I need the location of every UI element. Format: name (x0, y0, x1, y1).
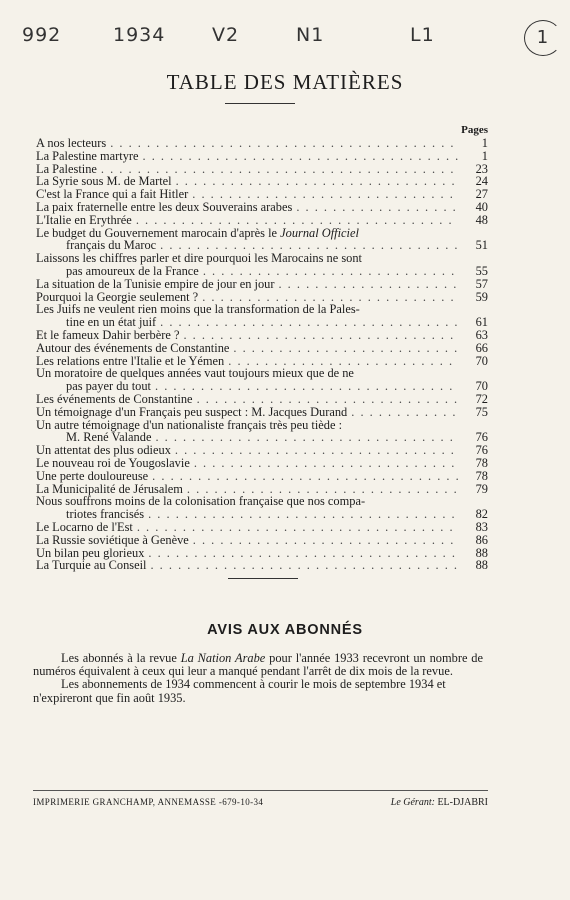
title-divider (225, 103, 295, 104)
toc-entry-italic-title: Journal Officiel (280, 225, 359, 240)
toc-entry-continuation: pas amoureux de la France (66, 263, 199, 278)
toc-entry (36, 137, 488, 150)
toc-entry-title: La Palestine (36, 161, 97, 176)
toc-leader-dots (197, 393, 458, 406)
toc-page-number: 66 (475, 340, 488, 355)
toc-leader-dots (351, 406, 458, 419)
toc-entry-title: L'Italie en Erythrée (36, 212, 132, 227)
toc-page-number: 63 (475, 327, 488, 342)
toc-page-number: 70 (475, 353, 488, 368)
toc-entry-continuation: pas payer du tout (66, 379, 151, 394)
toc-page-number: 78 (475, 468, 488, 483)
handwritten-volume: V2 (212, 24, 240, 46)
toc-entry (36, 201, 488, 214)
toc-entry (36, 150, 488, 163)
handwritten-year: 1934 (113, 24, 166, 46)
toc-entry (36, 457, 488, 470)
avis-paragraph: Les abonnés à la revue La Nation Arabe pour l'année 1933 recevront un nombre de numéros équivalent à ceux qui leur a manqué pendant l'arrêt de dix mois de la revue. (33, 651, 483, 679)
toc-entry-title: Les relations entre l'Italie et le Yémen (36, 353, 225, 368)
toc-entry-title: A nos lecteurs (36, 136, 107, 150)
toc-page-number: 23 (475, 161, 488, 176)
toc-entry-title: Les événements de Constantine (36, 391, 193, 406)
handwritten-mark: L1 (410, 24, 435, 46)
toc-entry (36, 406, 488, 419)
toc-leader-dots (233, 342, 458, 355)
toc-entry-continuation: triotes francisés (66, 507, 145, 522)
toc-leader-dots (203, 265, 458, 278)
toc-page-number: 86 (475, 532, 488, 547)
toc-entry-title: Pourquoi la Georgie seulement ? (36, 289, 199, 304)
toc-leader-dots (193, 534, 458, 547)
toc-entry-title: Nous souffrons moins de la colonisation française que nos compa- (36, 494, 366, 509)
toc-entry-title: Et le fameux Dahir berbère ? (36, 327, 180, 342)
toc-page-number: 27 (475, 187, 488, 202)
toc-page-number: 55 (475, 263, 488, 278)
toc-leader-dots (160, 316, 458, 329)
toc-leader-dots (278, 278, 458, 291)
avis-body (33, 652, 483, 705)
toc-page-number: 1 (481, 136, 488, 150)
toc-entry-continuation: M. René Valande (66, 430, 152, 445)
toc-entry-continuation: tine en un état juif (66, 315, 157, 330)
toc-page-number: 79 (475, 481, 488, 496)
toc-page-number: 88 (475, 545, 488, 560)
toc-entry (36, 278, 488, 291)
toc-entry-title: Une perte douloureuse (36, 468, 149, 483)
toc-page-number: 1 (481, 148, 488, 163)
toc-page-number: 76 (475, 443, 488, 458)
section-divider (228, 578, 298, 579)
toc-entry-title: Un autre témoignage d'un nationaliste français très peu tiède : (36, 417, 343, 432)
table-of-contents (36, 137, 488, 572)
toc-entry-title: Autour des événements de Constantine (36, 340, 230, 355)
toc-leader-dots (110, 137, 458, 150)
toc-entry-title: Le nouveau roi de Yougoslavie (36, 455, 190, 470)
toc-page-number: 61 (475, 315, 488, 330)
toc-entry-title: Un attentat des plus odieux (36, 443, 171, 458)
handwritten-circled-number: 1 (524, 20, 562, 56)
toc-leader-dots (148, 547, 458, 560)
handwritten-annotations (0, 14, 570, 54)
toc-leader-dots (136, 214, 458, 227)
toc-entry-title: La Syrie sous M. de Martel (36, 174, 172, 189)
toc-leader-dots (175, 444, 458, 457)
toc-entry (36, 265, 488, 278)
toc-entry (36, 214, 488, 227)
toc-leader-dots (194, 457, 458, 470)
toc-entry (36, 508, 488, 521)
toc-page-number: 83 (475, 519, 488, 534)
toc-entry-title: Les Juifs ne veulent rien moins que la transformation de la Pales- (36, 302, 360, 317)
printer-imprint: IMPRIMERIE GRANCHAMP, ANNEMASSE -679-10-34 (33, 797, 264, 807)
toc-entry-continuation: français du Maroc (66, 238, 157, 253)
toc-entry-title: La Turquie au Conseil (36, 558, 147, 573)
handwritten-issue: N1 (296, 24, 325, 46)
toc-entry-title: La Russie soviétique à Genève (36, 532, 189, 547)
toc-entry (36, 521, 488, 534)
toc-page-number: 88 (475, 558, 488, 573)
gerant-signature: Le Gérant: EL-DJABRI (390, 797, 488, 808)
toc-entry (36, 329, 488, 342)
toc-entry-title: Laissons les chiffres parler et dire pourquoi les Marocains ne sont (36, 251, 362, 266)
toc-entry (36, 342, 488, 355)
toc-entry (36, 470, 488, 483)
toc-entry (36, 393, 488, 406)
toc-page-number: 57 (475, 276, 488, 291)
toc-entry-title: Le budget du Gouvernement marocain d'après le (36, 225, 278, 240)
toc-entry-title: C'est la France qui a fait Hitler (36, 187, 189, 202)
toc-leader-dots (155, 380, 458, 393)
toc-leader-dots (137, 521, 458, 534)
toc-entry-title: Un moratoire de quelques années vaut toujours mieux que de ne (36, 366, 354, 381)
toc-page-number: 59 (475, 289, 488, 304)
toc-leader-dots (148, 508, 458, 521)
toc-entry-title: La Municipalité de Jérusalem (36, 481, 183, 496)
toc-entry (36, 559, 488, 572)
toc-entry-title: La paix fraternelle entre les deux Souverains arabes (36, 199, 293, 214)
toc-leader-dots (183, 329, 458, 342)
page-title: TABLE DES MATIÈRES (166, 70, 404, 94)
footer-rule (33, 790, 488, 791)
toc-leader-dots (296, 201, 458, 214)
toc-entry-title: Un bilan peu glorieux (36, 545, 145, 560)
toc-leader-dots (152, 470, 458, 483)
toc-page-number: 75 (475, 404, 488, 419)
toc-entry (36, 444, 488, 457)
pages-column-header: Pages (461, 124, 488, 136)
toc-page-number: 48 (475, 212, 488, 227)
toc-page-number: 78 (475, 455, 488, 470)
toc-entry-title: La situation de la Tunisie empire de jour en jour (36, 276, 275, 291)
toc-page-number: 72 (475, 391, 488, 406)
toc-page-number: 76 (475, 430, 488, 445)
handwritten-number: 992 (22, 24, 62, 46)
toc-leader-dots (176, 175, 458, 188)
toc-entry-title: Un témoignage d'un Français peu suspect : M. Jacques Durand (36, 404, 348, 419)
toc-page-number: 82 (475, 507, 488, 522)
toc-entry (36, 534, 488, 547)
toc-page-number: 70 (475, 379, 488, 394)
toc-page-number: 40 (475, 199, 488, 214)
toc-page-number: 51 (475, 238, 488, 253)
toc-entry-title: Le Locarno de l'Est (36, 519, 133, 534)
toc-entry-title: La Palestine martyre (36, 148, 139, 163)
toc-leader-dots (155, 431, 458, 444)
toc-leader-dots (143, 150, 458, 163)
avis-heading: AVIS AUX ABONNÉS (207, 622, 363, 638)
avis-paragraph: Les abonnements de 1934 commencent à courir le mois de septembre 1934 et n'expireront que fin août 1935. (33, 677, 446, 705)
toc-page-number: 24 (475, 174, 488, 189)
toc-leader-dots (150, 559, 458, 572)
